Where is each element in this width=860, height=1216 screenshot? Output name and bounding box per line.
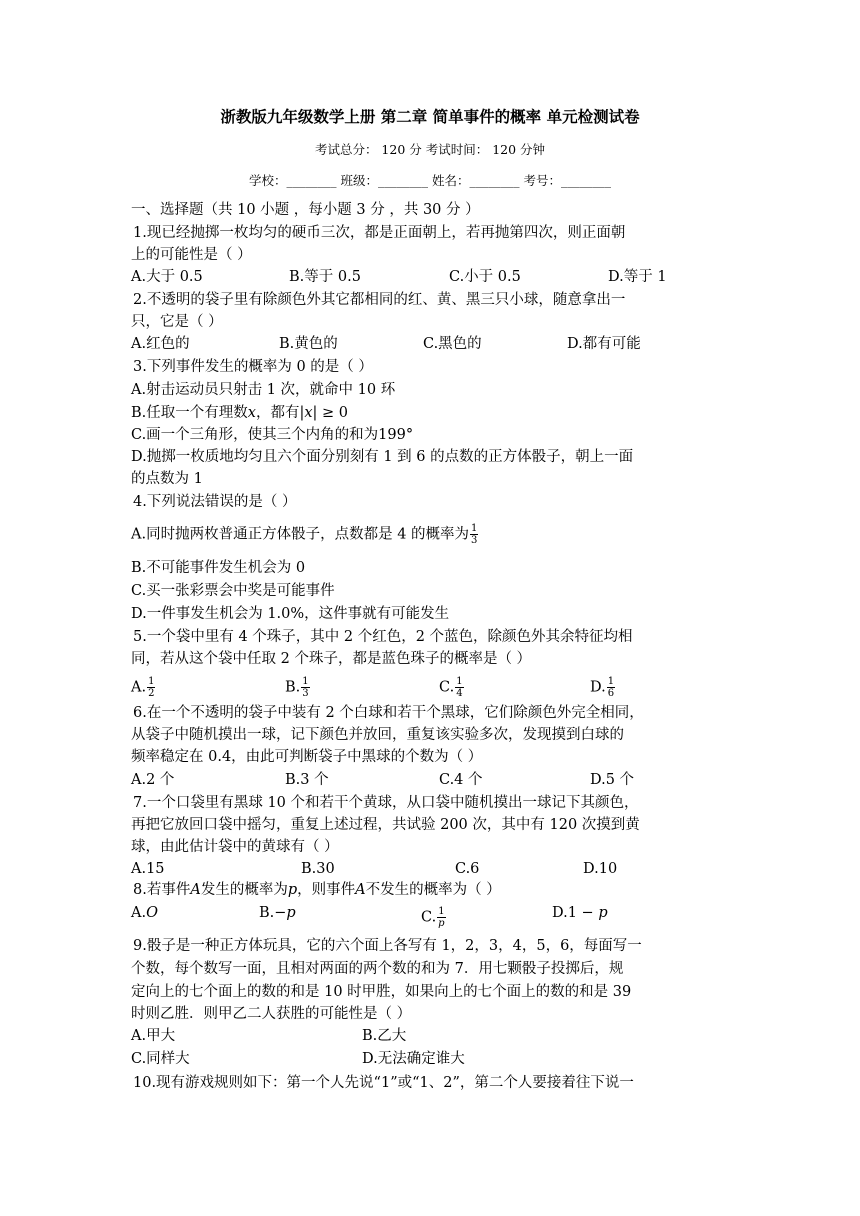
q3-option-c: C.画一个三角形，使其三个内角的和为199° xyxy=(131,427,414,443)
question-6-text-cont2: 频率稳定在 0.4，由此可判断袋子中黑球的个数为（ ） xyxy=(131,749,483,765)
question-9-text-cont3: 时则乙胜．则甲乙二人获胜的可能性是（ ） xyxy=(131,1006,412,1022)
q6-option-a: A.2 个 xyxy=(131,772,175,788)
q8-option-b: B.−p xyxy=(259,905,296,921)
q3-option-a: A.射击运动员只射击 1 次，就命中 10 环 xyxy=(131,382,396,398)
question-9-text: 9.骰子是一种正方体玩具，它的六个面上各写有 1，2，3，4，5，6，每面写一 xyxy=(133,938,642,954)
q1-option-a: A.大于 0.5 xyxy=(131,269,203,285)
question-7-text: 7.一个口袋里有黑球 10 个和若干个黄球，从口袋中随机摸出一球记下其颜色， xyxy=(133,795,639,811)
q9-option-a: A.甲大 xyxy=(131,1028,176,1044)
question-9-text-cont: 个数，每个数写一面，且相对两面的两个数的和为 7．用七颗骰子投掷后，规 xyxy=(131,961,624,977)
q8-option-d: D.1 − p xyxy=(552,905,608,921)
q5-option-a: A. $\frac{1}{2}$ xyxy=(131,676,155,699)
q9-option-b: B.乙大 xyxy=(362,1028,407,1044)
q4-option-c: C.买一张彩票会中奖是可能事件 xyxy=(131,583,335,599)
q1-option-d: D.等于 1 xyxy=(608,269,667,285)
question-5-text-cont: 同，若从这个袋中任取 2 个珠子，都是蓝色珠子的概率是（ ） xyxy=(131,651,532,667)
q1-option-b: B.等于 0.5 xyxy=(289,269,361,285)
section-heading: 一、选择题（共 10 小题 ，每小题 3 分 ，共 30 分 ） xyxy=(131,202,480,218)
q7-option-d: D.10 xyxy=(583,861,618,877)
question-9-text-cont2: 定向上的七个面上的数的和是 10 时甲胜，如果向上的七个面上的数的和是 39 xyxy=(131,984,632,1000)
question-2-text-cont: 只，它是（ ） xyxy=(131,314,223,330)
q7-option-b: B.30 xyxy=(301,861,335,877)
question-6-text-cont: 从袋子中随机摸出一球，记下颜色并放回，重复该实验多次，发现摸到白球的 xyxy=(131,727,624,743)
q7-option-c: C.6 xyxy=(455,861,480,877)
question-3-text: 3.下列事件发生的概率为 0 的是（ ） xyxy=(133,359,373,375)
fraction: $\frac{1}{6}$ xyxy=(607,676,615,699)
q6-option-b: B.3 个 xyxy=(285,772,329,788)
q6-option-c: C.4 个 xyxy=(439,772,483,788)
q2-option-d: D.都有可能 xyxy=(567,336,641,352)
fraction: $\frac{1}{3}$ xyxy=(302,676,309,699)
question-7-text-cont2: 球，由此估计袋中的黄球有（ ） xyxy=(131,839,339,855)
question-4-text: 4.下列说法错误的是（ ） xyxy=(133,494,297,510)
question-6-text: 6.在一个不透明的袋子中装有 2 个白球和若干个黑球，它们除颜色外完全相同， xyxy=(133,705,644,721)
fraction: $\frac{1}{p}$ xyxy=(438,906,445,929)
q6-option-d: D.5 个 xyxy=(590,772,635,788)
fraction: $\frac{1}{3}$ xyxy=(471,523,478,546)
question-1-text-cont: 上的可能性是（ ） xyxy=(131,247,252,263)
q3-option-b: B.任取一个有理数x，都有|x| ≥ 0 xyxy=(131,405,349,421)
q9-option-d: D.无法确定谁大 xyxy=(362,1051,465,1067)
q1-option-c: C.小于 0.5 xyxy=(449,269,521,285)
q3-option-d: D.抛掷一枚质地均匀且六个面分别刻有 1 到 6 的点数的正方体骰子，朝上一面 xyxy=(131,449,634,465)
q4-option-d: D.一件事发生机会为 1.0%，这件事就有可能发生 xyxy=(131,606,450,622)
exam-title: 浙教版九年级数学上册 第二章 简单事件的概率 单元检测试卷 xyxy=(220,108,640,126)
q2-option-b: B.黄色的 xyxy=(279,336,338,352)
q9-option-c: C.同样大 xyxy=(131,1051,190,1067)
exam-info: 考试总分： 120 分 考试时间： 120 分钟 xyxy=(314,142,546,157)
fraction: $\frac{1}{4}$ xyxy=(456,676,463,699)
q4-option-a: A.同时抛两枚普通正方体骰子，点数都是 4 的概率为 $\frac{1}{3}$ xyxy=(131,523,478,546)
question-5-text: 5.一个袋中里有 4 个珠子，其中 2 个红色，2 个蓝色，除颜色外其余特征均相 xyxy=(133,629,633,645)
q5-option-d: D. $\frac{1}{6}$ xyxy=(590,676,615,699)
question-7-text-cont: 再把它放回口袋中摇匀，重复上述过程，共试验 200 次，其中有 120 次摸到黄 xyxy=(131,817,640,833)
q5-option-c: C. $\frac{1}{4}$ xyxy=(439,676,463,699)
q2-option-a: A.红色的 xyxy=(131,336,190,352)
q3-option-d-cont: 的点数为 1 xyxy=(131,471,203,487)
q7-option-a: A.15 xyxy=(131,861,165,877)
q8-option-a: A.O xyxy=(131,905,158,921)
question-10-text: 10.现有游戏规则如下：第一个人先说“1”或“1、2”，第二个人要接着往下说一 xyxy=(133,1075,634,1091)
q5-option-b: B. $\frac{1}{3}$ xyxy=(285,676,309,699)
question-8-text: 8.若事件A发生的概率为p，则事件A不发生的概率为（ ） xyxy=(133,882,501,898)
q8-option-c: C. $\frac{1}{p}$ xyxy=(421,906,445,929)
question-1-text: 1.现已经抛掷一枚均匀的硬币三次，都是正面朝上，若再抛第四次，则正面朝 xyxy=(133,225,626,241)
fraction: $\frac{1}{2}$ xyxy=(148,676,155,699)
question-2-text: 2.不透明的袋子里有除颜色外其它都相同的红、黄、黑三只小球，随意拿出一 xyxy=(133,292,626,308)
student-fields: 学校：________ 班级：________ 姓名：________ 考号：________ xyxy=(249,173,611,188)
q2-option-c: C.黑色的 xyxy=(423,336,482,352)
q4-option-b: B.不可能事件发生机会为 0 xyxy=(131,560,306,576)
